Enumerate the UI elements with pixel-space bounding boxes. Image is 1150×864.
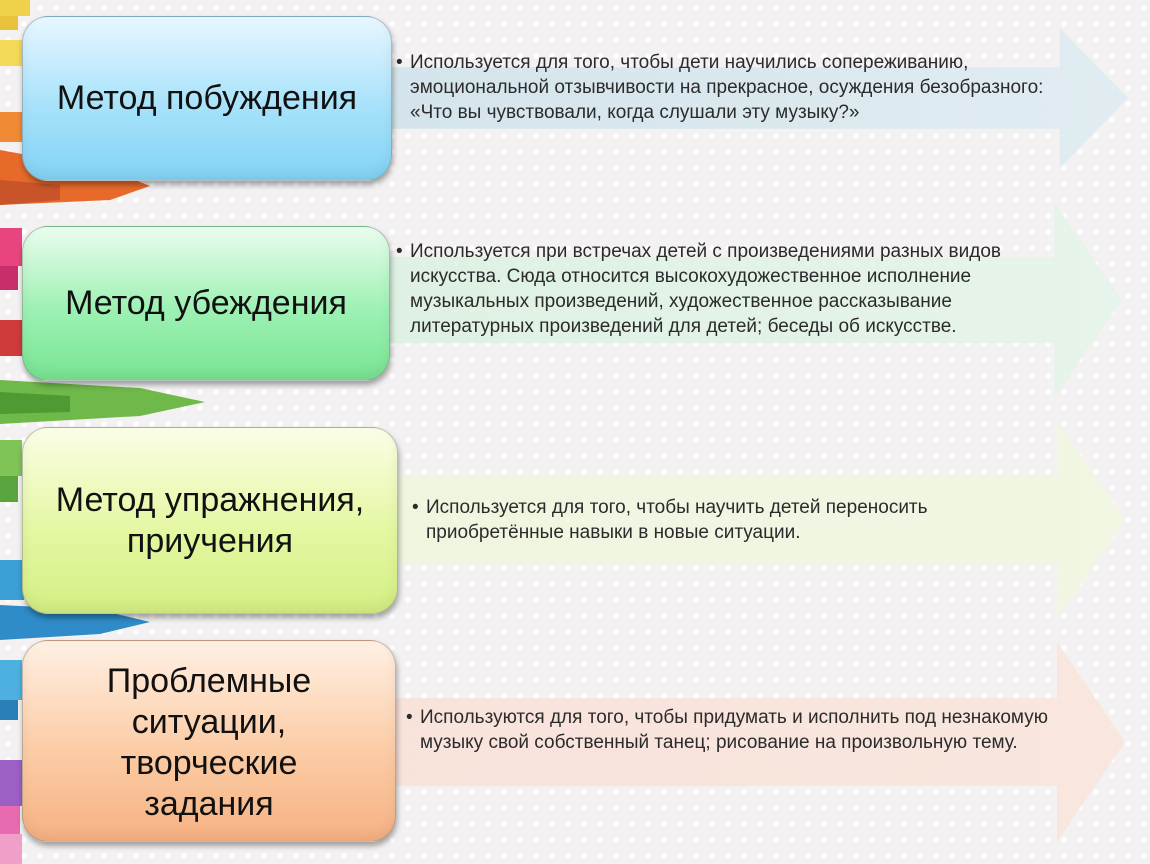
method-box-encouragement — [22, 16, 392, 181]
method-title — [65, 283, 347, 324]
method-title — [107, 661, 311, 825]
method-box-exercise — [22, 427, 398, 614]
method-title — [57, 78, 357, 119]
method-title — [56, 480, 364, 562]
method-description-2 — [396, 239, 1046, 339]
method-description-1 — [396, 50, 1076, 125]
method-title-line: ситуации, — [131, 703, 287, 741]
description-bullet: • Используется при встречах детей с произведениями разных видов искусства. Сюда относится высокохудожественное исполнение музыкальных произведений, художественное рассказывание литературных произведений для детей; беседы об искусстве. — [396, 239, 1046, 339]
method-title-line: приучения — [126, 521, 294, 560]
method-title-line: Проблемные — [106, 662, 312, 700]
method-title-line: Метод побуждения — [56, 79, 358, 117]
method-description-3 — [412, 495, 1042, 545]
description-bullet: • Используются для того, чтобы придумать и исполнить под незнакомую музыку свой собственный танец; рисование на произвольную тему. — [406, 705, 1056, 755]
description-bullet: • Используется для того, чтобы научить детей переносить приобретённые навыки в новые ситуации. — [412, 495, 1042, 545]
method-description-4 — [406, 705, 1056, 755]
method-box-persuasion — [22, 226, 390, 381]
method-title-line: задания — [144, 785, 274, 823]
method-title-line: Метод упражнения, — [55, 480, 365, 519]
method-title-line: Метод убеждения — [65, 284, 347, 322]
method-box-problem-situations — [22, 640, 396, 842]
method-title-line: творческие — [120, 744, 298, 782]
description-bullet: • Используется для того, чтобы дети научились сопереживанию, эмоциональной отзывчивости на прекрасное, осуждения безобразного: «Что вы чувствовали, когда слушали эту музыку?» — [396, 50, 1076, 125]
